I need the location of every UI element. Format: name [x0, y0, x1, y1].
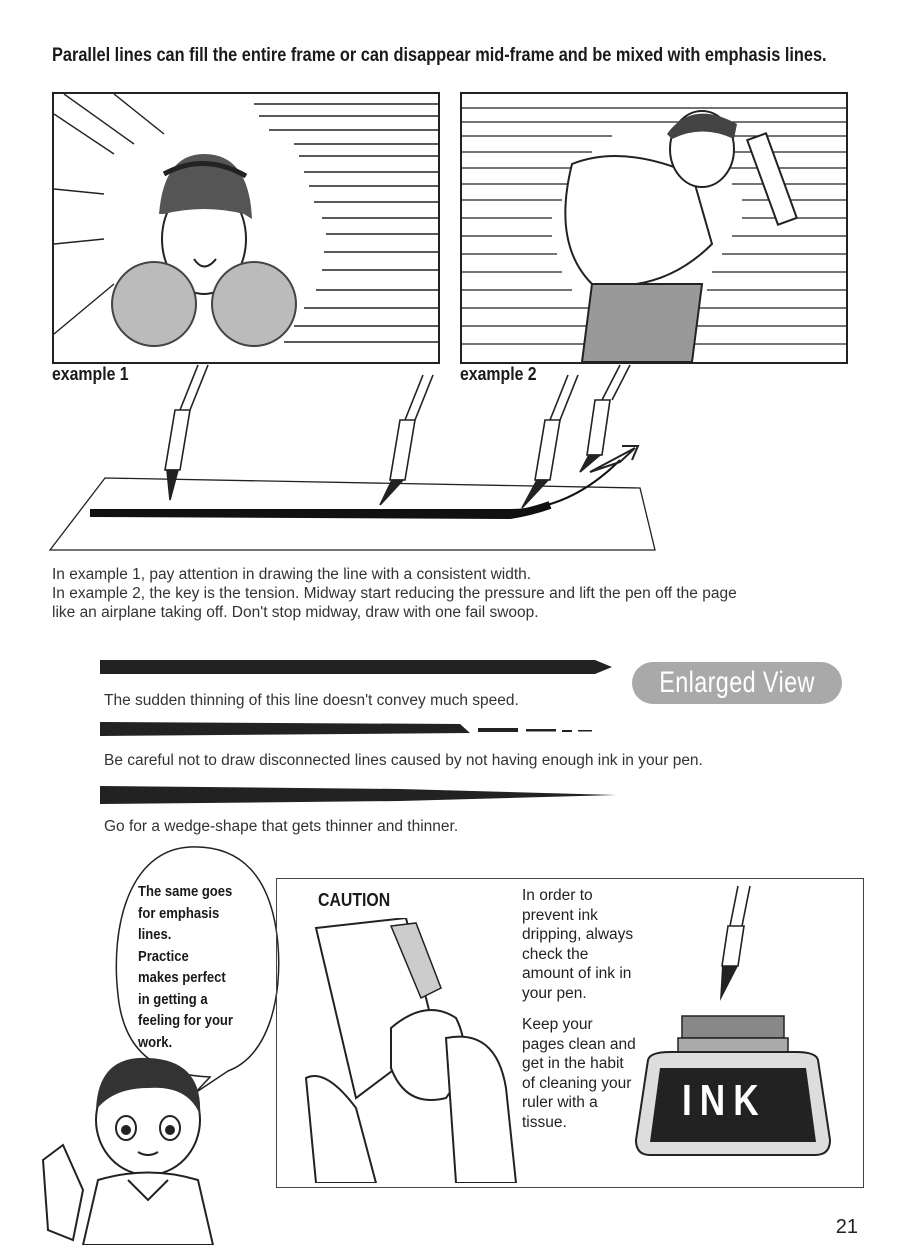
instruction-line: In example 2, the key is the tension. Midway start reducing the pressure and lift the pen off the page: [52, 585, 737, 602]
line-tip-3: Go for a wedge-shape that gets thinner and thinner.: [104, 818, 459, 835]
line-tip-1: The sudden thinning of this line doesn't convey much speed.: [104, 692, 519, 709]
caution-para-2: Keep your pages clean and get in the habit of cleaning your ruler with a tissue.: [522, 1016, 636, 1131]
line-tip-2: Be careful not to draw disconnected lines caused by not having enough ink in your pen.: [104, 752, 703, 769]
example-1-caption: example 1: [52, 364, 129, 384]
example-2-caption: example 2: [460, 364, 537, 384]
example-2-panel: [460, 92, 848, 364]
example-2-illustration: [462, 94, 846, 362]
boy-character: [38, 1040, 218, 1245]
example-1-panel: [52, 92, 440, 364]
line-sample-sudden-thinning: [100, 658, 620, 678]
page-number: 21: [835, 1216, 858, 1238]
enlarged-view-label: Enlarged View: [659, 666, 815, 699]
ruler-cleaning-illustration: [296, 918, 526, 1183]
line-sample-disconnected: [100, 720, 620, 740]
bubble-text: The same goes for emphasis lines. Practice makes perfect in getting a feeling for your work.: [138, 884, 233, 1051]
caution-title: CAUTION: [318, 890, 391, 910]
instruction-line: like an airplane taking off. Don't stop midway, draw with one fail swoop.: [52, 604, 539, 621]
enlarged-view-badge: [632, 662, 842, 704]
example-1-illustration: [54, 94, 438, 362]
instructions: [52, 565, 852, 622]
caution-para-1: In order to prevent ink dripping, always check the amount of ink in your pen.: [522, 887, 634, 1002]
ink-bottle-label: INK: [682, 1076, 767, 1125]
page-heading: Parallel lines can fill the entire frame or can disappear mid-frame and be mixed with emphasis lines.: [52, 45, 827, 66]
pen-icon: [700, 886, 770, 1006]
line-sample-wedge: [100, 784, 620, 808]
pen-stroke-diagram: [30, 360, 680, 560]
instruction-line: In example 1, pay attention in drawing the line with a consistent width.: [52, 566, 532, 583]
